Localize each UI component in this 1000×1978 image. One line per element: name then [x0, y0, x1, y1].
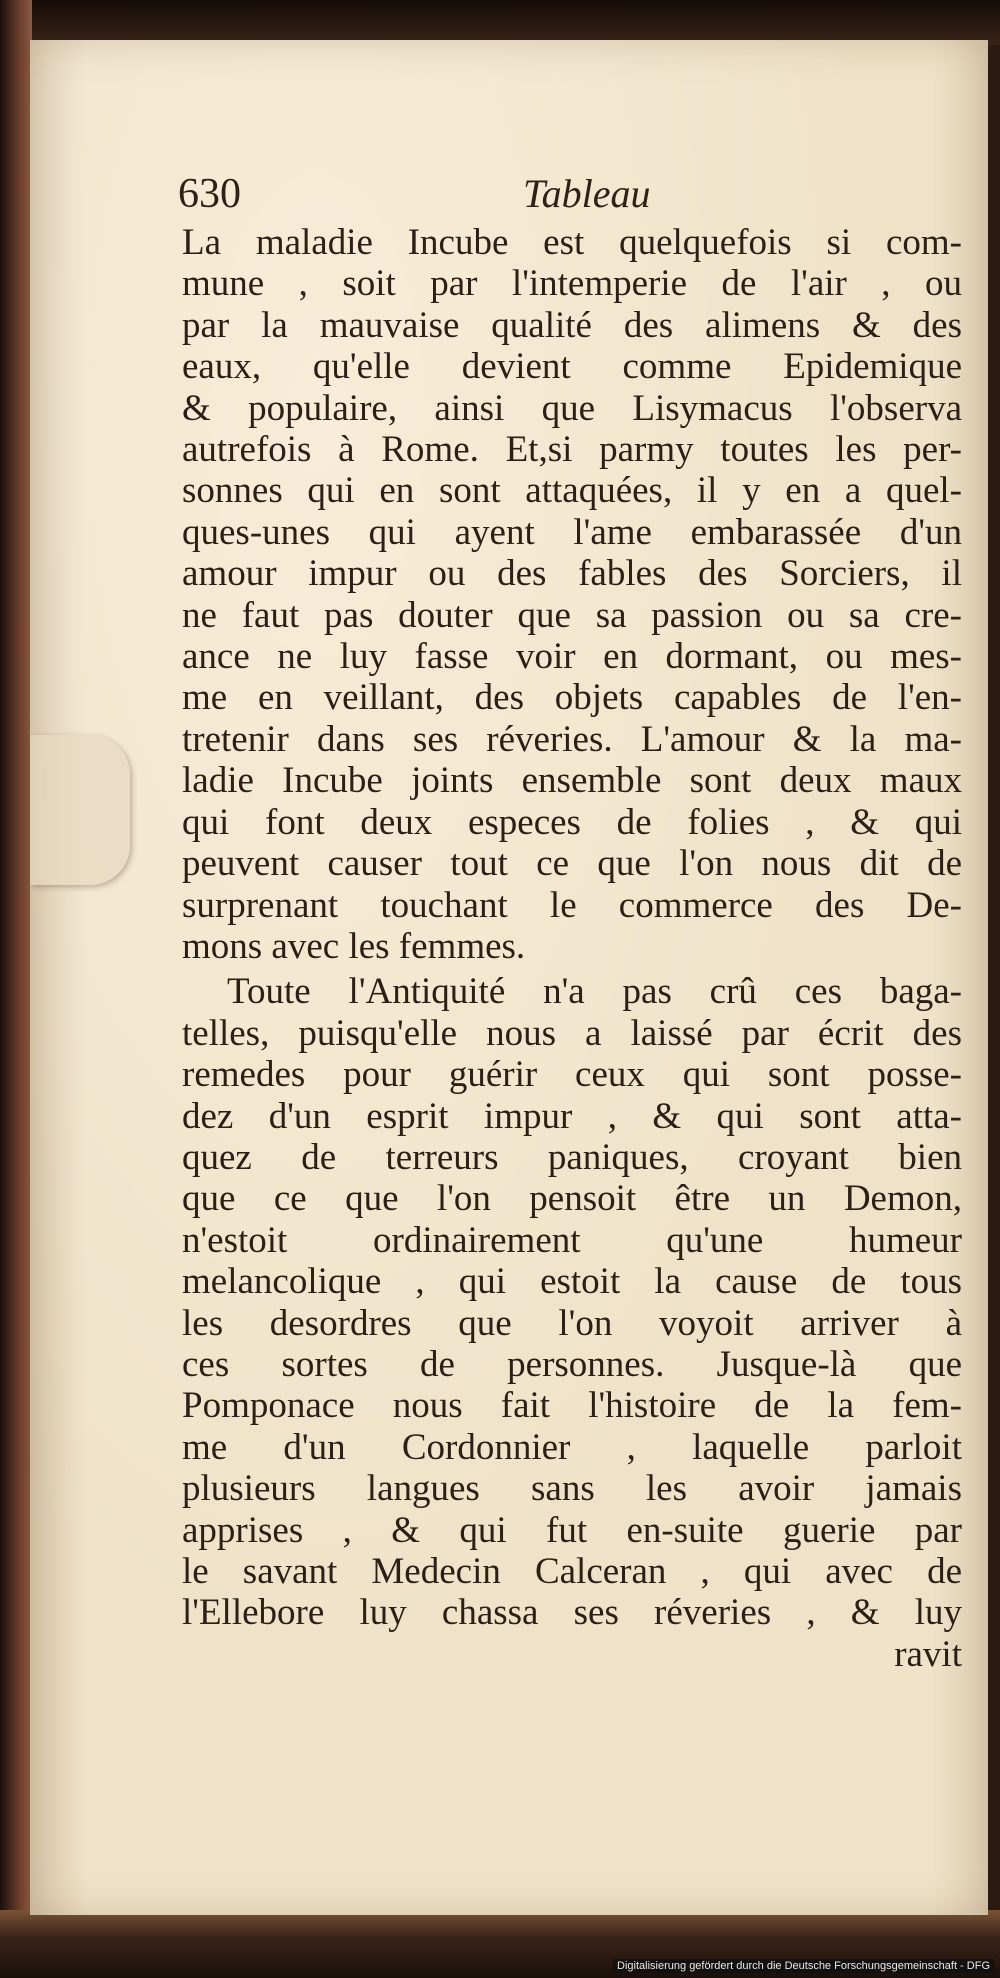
text-line: sonnes qui en sont attaquées, il y en a quel- [182, 470, 962, 512]
text-line: dez d'un esprit impur , & qui sont atta- [182, 1095, 962, 1137]
text-line: melancolique , qui estoit la cause de tous [182, 1261, 962, 1303]
text-line: ces sortes de personnes. Jusque-là que [182, 1343, 962, 1385]
text-line: eaux, qu'elle devient comme Epidemique [182, 346, 962, 388]
book-top-edge [0, 0, 1000, 45]
text-line: ance ne luy fasse voir en dormant, ou mes- [182, 636, 962, 678]
text-line: & populaire, ainsi que Lisymacus l'observa [182, 387, 962, 429]
text-line: ques-unes qui ayent l'ame embarassée d'un [182, 511, 962, 553]
body-text [182, 222, 962, 1675]
text-line: n'estoit ordinairement qu'une humeur [182, 1219, 962, 1261]
text-line: surprenant touchant le commerce des De- [182, 884, 962, 926]
text-line: amour impur ou des fables des Sorciers, il [182, 553, 962, 595]
text-line: les desordres que l'on voyoit arriver à [182, 1302, 962, 1344]
text-line: Toute l'Antiquité n'a pas crû ces baga- [227, 971, 962, 1013]
text-line: telles, puisqu'elle nous a laissé par écrit des [182, 1012, 962, 1054]
text-line: me en veillant, des objets capables de l'en- [182, 677, 962, 719]
text-line: qui font deux especes de folies , & qui [182, 801, 962, 843]
text-line: apprises , & qui fut en-suite guerie par [182, 1509, 962, 1551]
text-line: le savant Medecin Calceran , qui avec de [182, 1551, 962, 1592]
text-line: l'Ellebore luy chassa ses réveries , & luy [182, 1592, 962, 1634]
text-line: que ce que l'on pensoit être un Demon, [182, 1178, 962, 1220]
paragraph-1 [182, 222, 962, 967]
text-line: tretenir dans ses réveries. L'amour & la ma- [182, 718, 962, 760]
text-line: me d'un Cordonnier , laquelle parloit [182, 1426, 962, 1468]
text-line: remedes pour guérir ceux qui sont posse- [182, 1054, 962, 1096]
book-spine-edge [0, 0, 32, 1978]
text-line: ne faut pas douter que sa passion ou sa cre- [182, 594, 962, 636]
page-clip-shadow [30, 735, 130, 885]
digitization-credit: Digitalisierung gefördert durch die Deutsche Forschungsgemeinschaft - DFG [613, 1959, 994, 1973]
page-header [178, 170, 918, 230]
text-line: par la mauvaise qualité des alimens & des [182, 304, 962, 346]
text-line: La maladie Incube est quelquefois si com- [182, 222, 962, 263]
text-line: plusieurs langues sans les avoir jamais [182, 1468, 962, 1510]
text-line: mune , soit par l'intemperie de l'air , ou [182, 263, 962, 305]
paragraph-2 [182, 971, 962, 1634]
text-line: mons avec les femmes. [182, 925, 526, 967]
page-number: 630 [178, 171, 241, 217]
text-line: ladie Incube joints ensemble sont deux maux [182, 760, 962, 802]
text-line: autrefois à Rome. Et,si parmy toutes les per- [182, 429, 962, 471]
text-line: quez de terreurs paniques, croyant bien [182, 1136, 962, 1178]
text-line: peuvent causer tout ce que l'on nous dit de [182, 843, 962, 885]
catchword: ravit [894, 1633, 962, 1675]
running-title: Tableau [523, 171, 651, 216]
text-line: Pomponace nous fait l'histoire de la fem- [182, 1385, 962, 1427]
